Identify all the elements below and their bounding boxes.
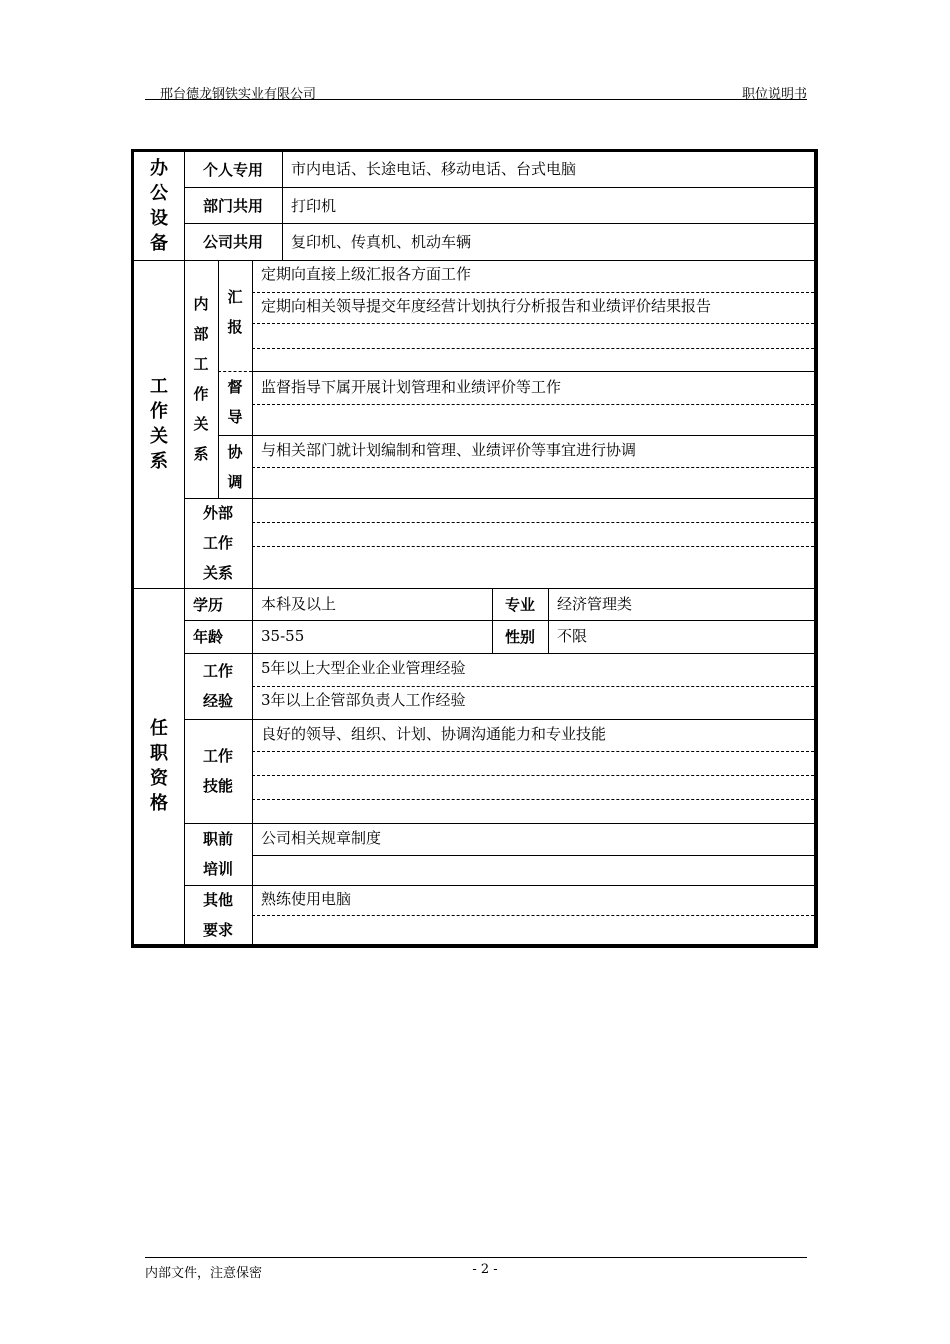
education-label: 学历: [193, 595, 224, 614]
other-requirements-label: 其他 要求: [202, 890, 233, 939]
major-column-divider: [492, 588, 493, 653]
dashed-rule: [252, 915, 814, 916]
relations-content-divider: [252, 260, 253, 588]
equipment-label-personal: 个人专用: [202, 161, 263, 179]
equipment-label-divider: [282, 152, 283, 260]
major-label: 专业: [504, 595, 535, 614]
section-equipment: 办 公 设 备: [150, 158, 168, 254]
coordinate-line: 与相关部门就计划编制和管理、业绩评价等事宜进行协调: [261, 441, 637, 459]
equipment-value-company: 复印机、传真机、机动车辆: [291, 233, 472, 251]
row-divider: [184, 885, 814, 886]
qualifications-content-divider: [252, 588, 253, 944]
equipment-value-personal: 市内电话、长途电话、移动电话、台式电脑: [291, 160, 577, 178]
dashed-rule: [252, 323, 814, 324]
row-divider: [184, 823, 814, 824]
report-line-1: 定期向直接上级汇报各方面工作: [261, 265, 472, 283]
internal-relations-label: 内 部 工 作 关 系: [193, 295, 209, 463]
dashed-rule: [252, 467, 814, 468]
subgroup-divider: [184, 498, 814, 499]
external-relations-label: 外部 工作 关系: [202, 504, 233, 582]
page-header-company: 邢台德龙钢铁实业有限公司: [160, 87, 317, 102]
experience-line-2: 3年以上企管部负责人工作经验: [261, 691, 466, 709]
section-relations: 工 作 关 系: [150, 376, 168, 472]
dashed-rule: [252, 404, 814, 405]
equipment-label-department: 部门共用: [202, 196, 263, 215]
section-divider: [134, 260, 814, 261]
skills-label: 工作 技能: [202, 747, 233, 795]
major-column-divider: [548, 588, 549, 653]
dashed-rule: [252, 348, 814, 349]
dashed-rule: [252, 799, 814, 800]
job-description-table: [131, 149, 818, 948]
subgroup-divider: [218, 435, 814, 436]
report-label: 汇 报: [227, 288, 243, 336]
gender-value: 不限: [557, 627, 588, 645]
skills-line: 良好的领导、组织、计划、协调沟通能力和专业技能: [261, 725, 607, 743]
age-label: 年龄: [193, 628, 224, 646]
dashed-rule: [252, 546, 814, 547]
dashed-rule: [252, 751, 814, 752]
training-label: 职前 培训: [202, 830, 233, 878]
dashed-rule: [252, 522, 814, 523]
footer-rule: [145, 1257, 807, 1258]
age-value: 35-55: [261, 627, 305, 645]
subgroup-divider: [252, 371, 814, 372]
equipment-label-company: 公司共用: [202, 233, 263, 251]
dashed-rule: [252, 775, 814, 776]
page-header-title: 职位说明书: [741, 87, 807, 102]
supervise-line: 监督指导下属开展计划管理和业绩评价等工作: [261, 378, 562, 396]
row-divider: [184, 653, 814, 654]
report-line-2: 定期向相关领导提交年度经营计划执行分析报告和业绩评价结果报告: [261, 297, 712, 315]
section-qualifications: 任 职 资 格: [150, 718, 168, 814]
equipment-value-department: 打印机: [291, 197, 337, 215]
page-footer-note: 内部文件，注意保密: [145, 1266, 263, 1281]
other-requirements-line: 熟练使用电脑: [261, 890, 352, 908]
coordinate-label: 协 调: [227, 442, 243, 491]
gender-label: 性别: [504, 628, 535, 646]
training-line: 公司相关规章制度: [261, 829, 382, 847]
header-rule: [145, 99, 807, 100]
dashed-rule: [252, 686, 814, 687]
education-value: 本科及以上: [261, 595, 337, 613]
experience-label: 工作 经验: [202, 662, 233, 710]
row-divider: [252, 855, 814, 856]
dashed-rule: [252, 292, 814, 293]
row-divider: [184, 719, 814, 720]
supervise-label: 督 导: [227, 378, 243, 426]
major-value: 经济管理类: [557, 595, 633, 613]
experience-line-1: 5年以上大型企业企业管理经验: [261, 659, 466, 677]
page-number: - 2 -: [472, 1262, 498, 1277]
